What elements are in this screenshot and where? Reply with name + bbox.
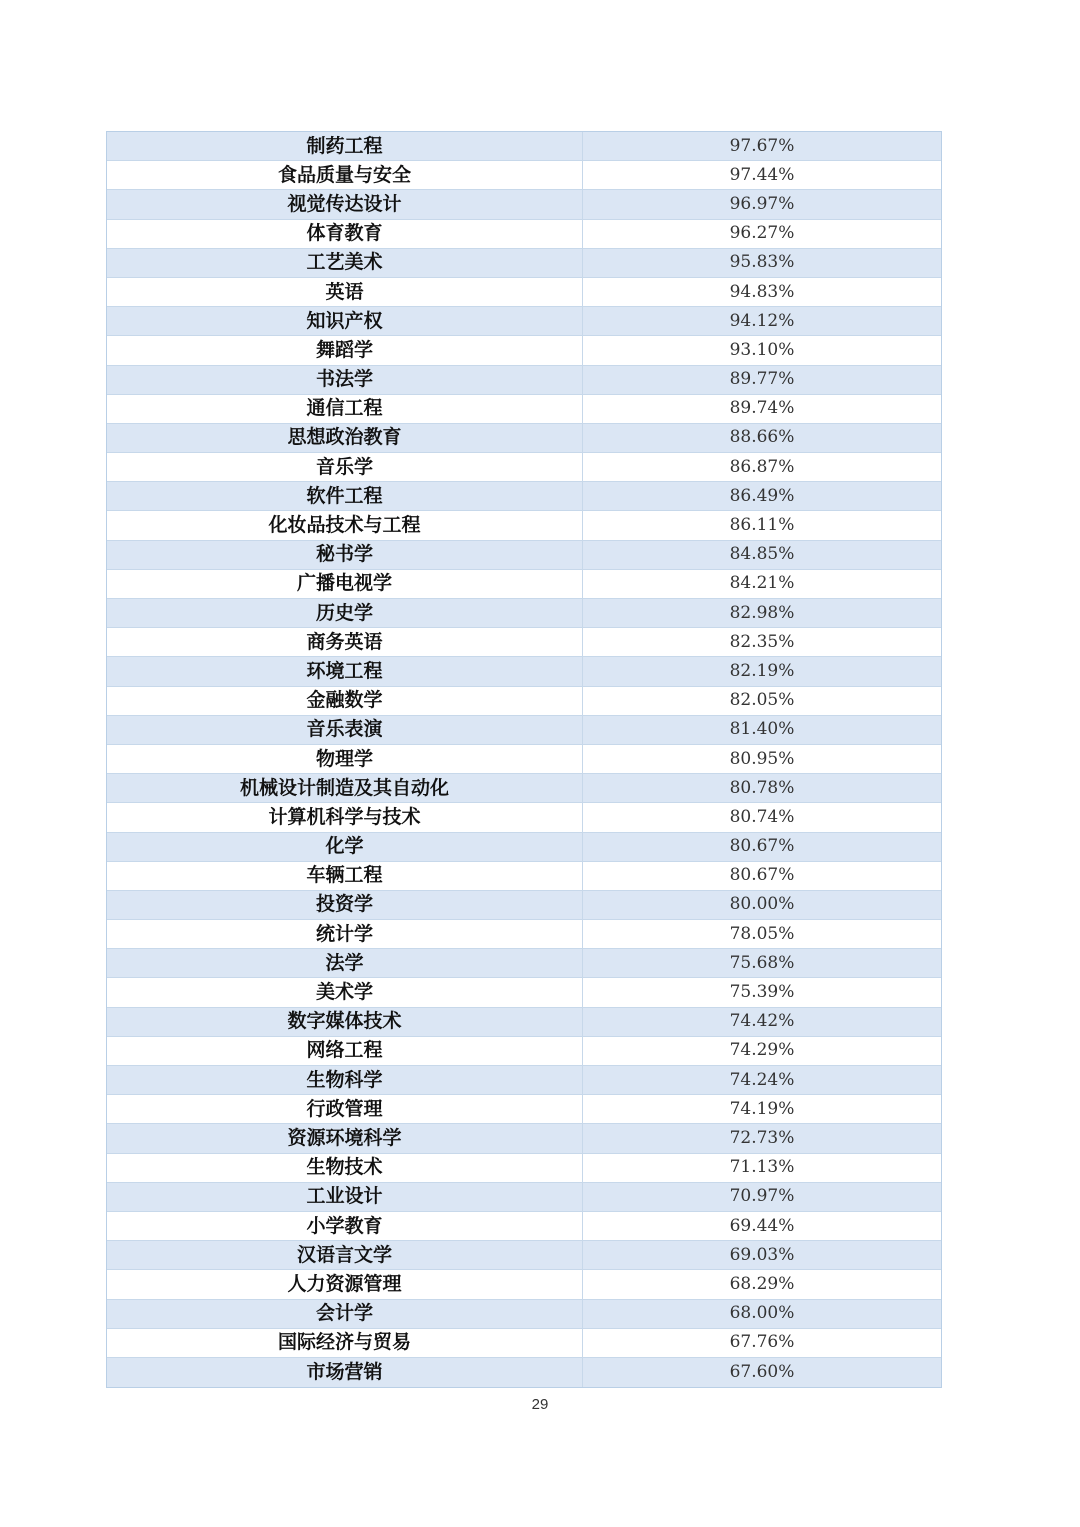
rate-cell: 86.49% (729, 485, 795, 506)
rate-cell: 94.12% (729, 310, 795, 331)
table-row (107, 161, 941, 190)
table-row (107, 745, 941, 774)
table-row (107, 541, 941, 570)
major-name-cell: 化妆品技术与工程 (107, 511, 583, 539)
major-name-cell: 知识产权 (107, 307, 583, 335)
major-name-cell: 音乐学 (107, 453, 583, 481)
major-name-cell: 网络工程 (107, 1037, 583, 1065)
rate-cell: 84.85% (729, 544, 795, 565)
table-row (107, 862, 941, 891)
major-name-cell: 金融数学 (107, 687, 583, 715)
table-row (107, 599, 941, 628)
table-row (107, 716, 941, 745)
rate-cell: 95.83% (729, 252, 795, 273)
table-row (107, 278, 941, 307)
rate-cell: 89.77% (729, 369, 795, 390)
rate-cell: 75.68% (729, 952, 795, 973)
table-row (107, 1037, 941, 1066)
table-row (107, 1329, 941, 1358)
major-name-cell: 秘书学 (107, 541, 583, 569)
major-name-cell: 音乐表演 (107, 716, 583, 744)
rate-cell: 67.76% (729, 1332, 795, 1353)
table-row (107, 1008, 941, 1037)
major-name-cell: 广播电视学 (107, 570, 583, 598)
rate-cell: 67.60% (729, 1361, 795, 1382)
major-name-cell: 物理学 (107, 745, 583, 773)
rate-cell: 96.97% (729, 193, 795, 214)
major-name-cell: 历史学 (107, 599, 583, 627)
major-name-cell: 通信工程 (107, 395, 583, 423)
rate-cell: 80.95% (729, 748, 795, 769)
table-row (107, 249, 941, 278)
major-name-cell: 统计学 (107, 920, 583, 948)
major-name-cell: 车辆工程 (107, 862, 583, 890)
rate-cell: 93.10% (729, 339, 795, 360)
table-row (107, 1066, 941, 1095)
table-row (107, 1300, 941, 1329)
table-row (107, 657, 941, 686)
major-name-cell: 书法学 (107, 366, 583, 394)
table-row (107, 1270, 941, 1299)
rate-cell: 68.00% (729, 1303, 795, 1324)
major-name-cell: 化学 (107, 833, 583, 861)
data-table (106, 131, 942, 1388)
table-row (107, 336, 941, 365)
rate-cell: 70.97% (729, 1186, 795, 1207)
major-name-cell: 数字媒体技术 (107, 1008, 583, 1036)
table-row (107, 891, 941, 920)
rate-cell: 80.78% (729, 777, 795, 798)
table-row (107, 978, 941, 1007)
table-row (107, 803, 941, 832)
major-name-cell: 法学 (107, 949, 583, 977)
rate-cell: 84.21% (729, 573, 795, 594)
rate-cell: 82.19% (729, 660, 795, 681)
major-name-cell: 舞蹈学 (107, 336, 583, 364)
major-name-cell: 制药工程 (107, 132, 583, 160)
table-row (107, 220, 941, 249)
major-name-cell: 会计学 (107, 1300, 583, 1328)
major-name-cell: 国际经济与贸易 (107, 1329, 583, 1357)
rate-cell: 81.40% (729, 719, 795, 740)
rate-cell: 74.29% (729, 1040, 795, 1061)
rate-cell: 97.44% (729, 164, 795, 185)
table-row (107, 424, 941, 453)
rate-cell: 89.74% (729, 398, 795, 419)
major-name-cell: 计算机科学与技术 (107, 803, 583, 831)
major-name-cell: 生物技术 (107, 1154, 583, 1182)
rate-cell: 69.03% (729, 1244, 795, 1265)
major-name-cell: 食品质量与安全 (107, 161, 583, 189)
table-row (107, 1183, 941, 1212)
table-row (107, 482, 941, 511)
major-name-cell: 人力资源管理 (107, 1270, 583, 1298)
rate-cell: 74.42% (729, 1011, 795, 1032)
rate-cell: 71.13% (729, 1157, 795, 1178)
major-name-cell: 工艺美术 (107, 249, 583, 277)
major-name-cell: 资源环境科学 (107, 1124, 583, 1152)
table-row (107, 1212, 941, 1241)
table-row (107, 774, 941, 803)
table-row (107, 190, 941, 219)
major-name-cell: 工业设计 (107, 1183, 583, 1211)
rate-cell: 80.67% (729, 865, 795, 886)
major-name-cell: 市场营销 (107, 1358, 583, 1387)
rate-cell: 78.05% (729, 923, 795, 944)
rate-cell: 82.98% (729, 602, 795, 623)
table-row (107, 366, 941, 395)
rate-cell: 72.73% (729, 1127, 795, 1148)
rate-cell: 74.24% (729, 1069, 795, 1090)
major-name-cell: 汉语言文学 (107, 1241, 583, 1269)
rate-cell: 82.35% (729, 631, 795, 652)
major-name-cell: 体育教育 (107, 220, 583, 248)
major-name-cell: 思想政治教育 (107, 424, 583, 452)
table-row (107, 1095, 941, 1124)
rate-cell: 94.83% (729, 281, 795, 302)
major-name-cell: 视觉传达设计 (107, 190, 583, 218)
major-name-cell: 环境工程 (107, 657, 583, 685)
rate-cell: 68.29% (729, 1273, 795, 1294)
major-name-cell: 生物科学 (107, 1066, 583, 1094)
rate-cell: 80.74% (729, 806, 795, 827)
rate-cell: 88.66% (729, 427, 795, 448)
rate-cell: 75.39% (729, 982, 795, 1003)
major-name-cell: 商务英语 (107, 628, 583, 656)
table-row (107, 1241, 941, 1270)
major-name-cell: 美术学 (107, 978, 583, 1006)
major-name-cell: 软件工程 (107, 482, 583, 510)
table-row (107, 1358, 941, 1387)
table-row (107, 1154, 941, 1183)
table-row (107, 920, 941, 949)
table-row (107, 453, 941, 482)
table-row (107, 949, 941, 978)
rate-cell: 97.67% (729, 135, 795, 156)
rate-cell: 80.00% (729, 894, 795, 915)
rate-cell: 82.05% (729, 690, 795, 711)
table-row (107, 570, 941, 599)
table-row (107, 1124, 941, 1153)
rate-cell: 86.87% (729, 456, 795, 477)
table-row (107, 132, 941, 161)
table-row (107, 687, 941, 716)
major-name-cell: 英语 (107, 278, 583, 306)
rate-cell: 96.27% (729, 223, 795, 244)
major-name-cell: 机械设计制造及其自动化 (107, 774, 583, 802)
table-row (107, 511, 941, 540)
rate-cell: 74.19% (729, 1098, 795, 1119)
major-name-cell: 投资学 (107, 891, 583, 919)
rate-cell: 80.67% (729, 836, 795, 857)
major-name-cell: 行政管理 (107, 1095, 583, 1123)
rate-cell: 86.11% (729, 515, 795, 536)
major-name-cell: 小学教育 (107, 1212, 583, 1240)
table-row (107, 307, 941, 336)
table-row (107, 628, 941, 657)
table-row (107, 395, 941, 424)
rate-cell: 69.44% (729, 1215, 795, 1236)
table-row (107, 833, 941, 862)
page-number: 29 (531, 1396, 549, 1413)
